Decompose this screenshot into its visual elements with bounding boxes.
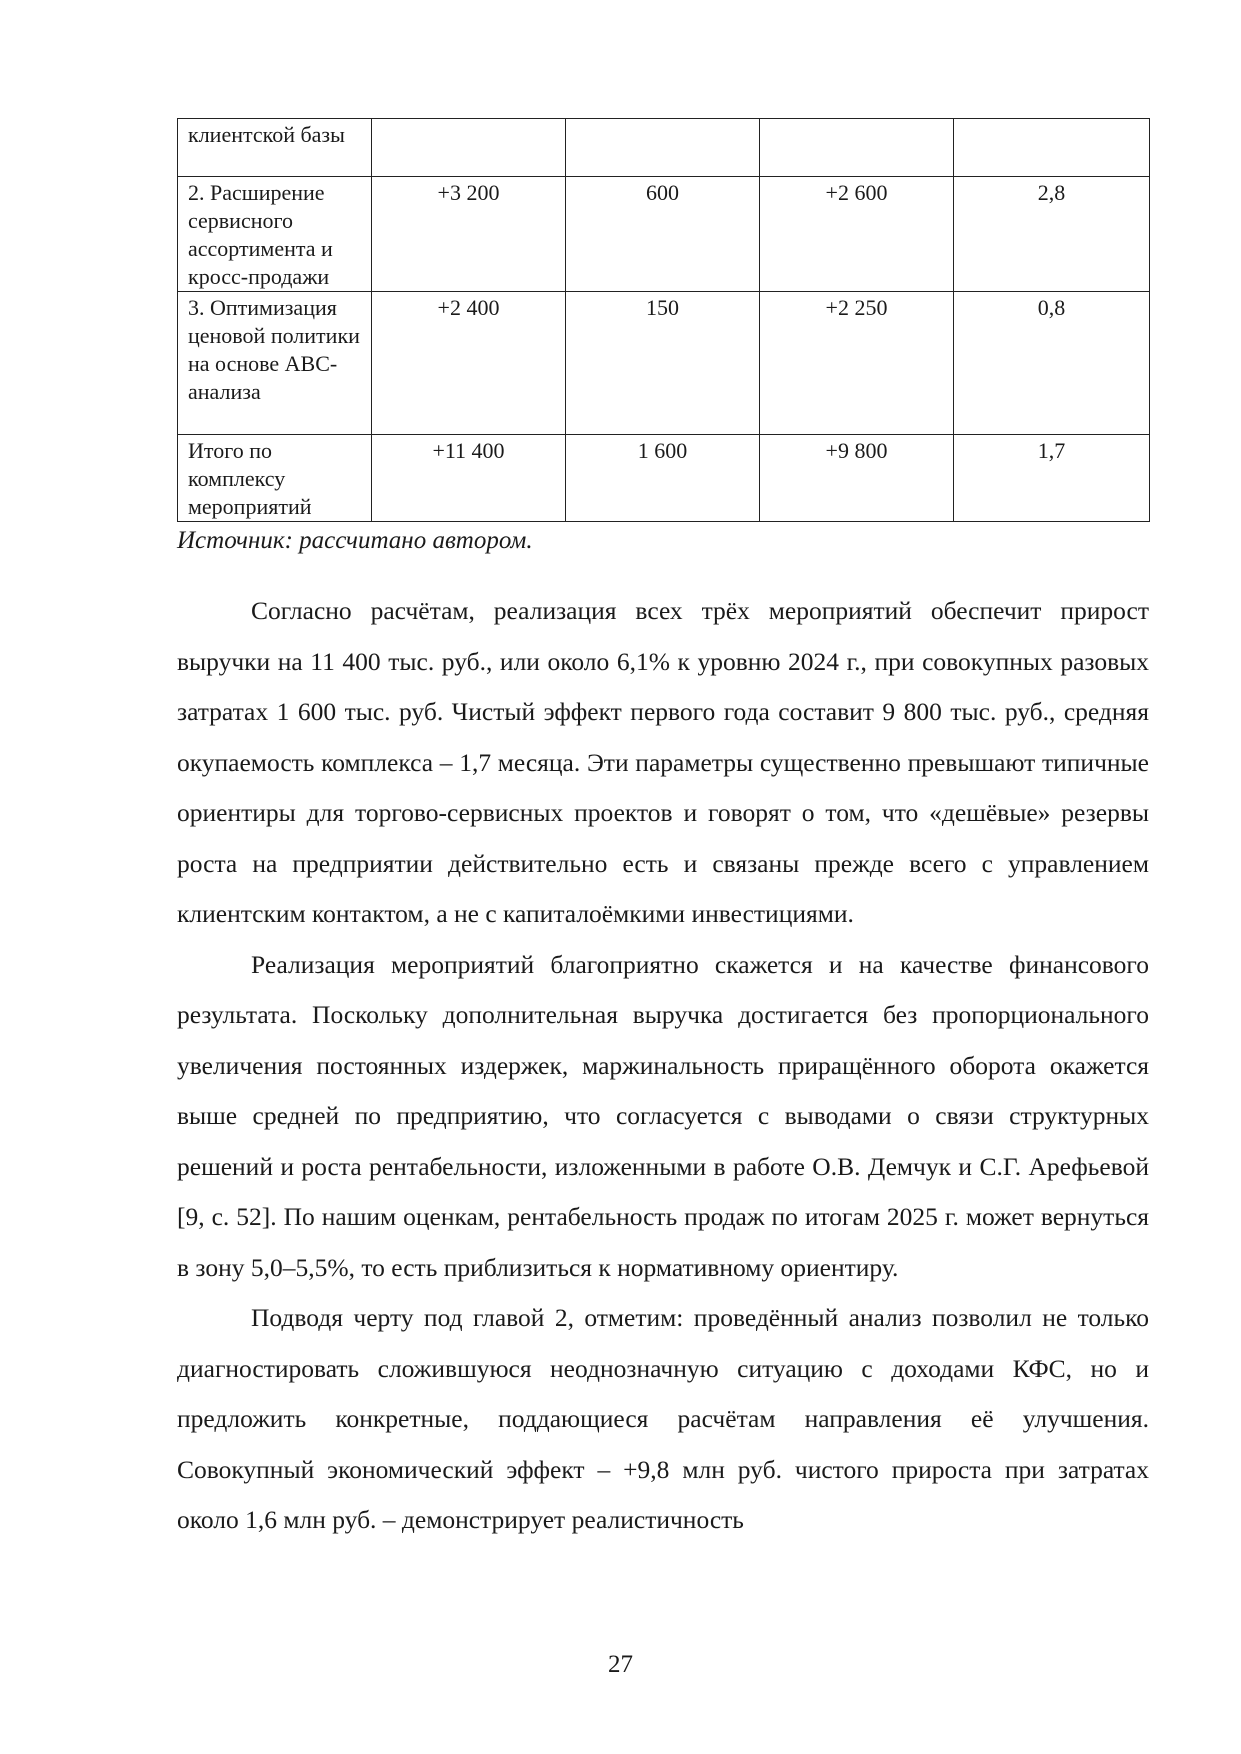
table-cell: 150 — [566, 292, 760, 435]
table-cell: +3 200 — [372, 177, 566, 292]
table-cell: 600 — [566, 177, 760, 292]
table-cell: 1 600 — [566, 435, 760, 522]
table-cell — [760, 119, 954, 177]
table-row — [178, 119, 1150, 177]
table-row — [178, 292, 1150, 435]
paragraph: Реализация мероприятий благоприятно скажется и на качестве финансового результата. Поскольку дополнительная выручка достигается без пропорционального увеличения постоянных издержек, маржинальность приращённого оборота окажется выше средней по предприятию, что согласуется с выводами о связи структурных решений и роста рентабельности, изложенными в работе О.В. Демчук и С.Г. Арефьевой [9, с. 52]. По нашим оценкам, рентабельность продаж по итогам 2025 г. может вернуться в зону 5,0–5,5%, то есть приблизиться к нормативному ориентиру. — [177, 949, 1149, 1282]
table-cell: +2 600 — [760, 177, 954, 292]
table-source-note: Источник: рассчитано автором. — [177, 527, 533, 554]
table-row — [178, 177, 1150, 292]
table-cell — [954, 119, 1150, 177]
document-page — [177, 118, 1149, 1546]
table-row — [178, 435, 1150, 522]
paragraph: Согласно расчётам, реализация всех трёх мероприятий обеспечит прирост выручки на 11 400 тыс. руб., или около 6,1% к уровню 2024 г., при совокупных разовых затратах 1 600 тыс. руб. Чистый эффект первого года составит 9 800 тыс. руб., средняя окупаемость комплекса – 1,7 месяца. Эти параметры существенно превышают типичные ориентиры для торгово-сервисных проектов и говорят о том, что «дешёвые» резервы роста на предприятии действительно есть и связаны прежде всего с управлением клиентским контактом, а не с капиталоёмкими инвестициями. — [177, 596, 1149, 928]
table-cell — [566, 119, 760, 177]
table-cell: 1,7 — [954, 435, 1150, 522]
paragraph: Подводя черту под главой 2, отметим: проведённый анализ позволил не только диагностировать сложившуюся неоднозначную ситуацию с доходами КФС, но и предложить конкретные, поддающиеся расчётам направления её улучшения. Совокупный экономический эффект – +9,8 млн руб. чистого прироста при затратах около 1,6 млн руб. – демонстрирует реалистичность — [177, 1303, 1149, 1534]
body-text — [177, 586, 1149, 1546]
table-cell: 0,8 — [954, 292, 1150, 435]
table-cell-label: Итого по комплексу мероприятий — [178, 435, 372, 522]
table-cell: 2,8 — [954, 177, 1150, 292]
page-number: 27 — [608, 1651, 633, 1678]
table-cell-label: клиентской базы — [178, 119, 372, 177]
table-cell: +9 800 — [760, 435, 954, 522]
table-cell: +2 250 — [760, 292, 954, 435]
measures-table — [177, 118, 1150, 522]
table-cell: +11 400 — [372, 435, 566, 522]
table-cell-label: 2. Расширение сервисного ассортимента и кросс-продажи — [178, 177, 372, 292]
table-cell — [372, 119, 566, 177]
table-cell: +2 400 — [372, 292, 566, 435]
table-cell-label: 3. Оптимизация ценовой политики на основе ABC-анализа — [178, 292, 372, 435]
